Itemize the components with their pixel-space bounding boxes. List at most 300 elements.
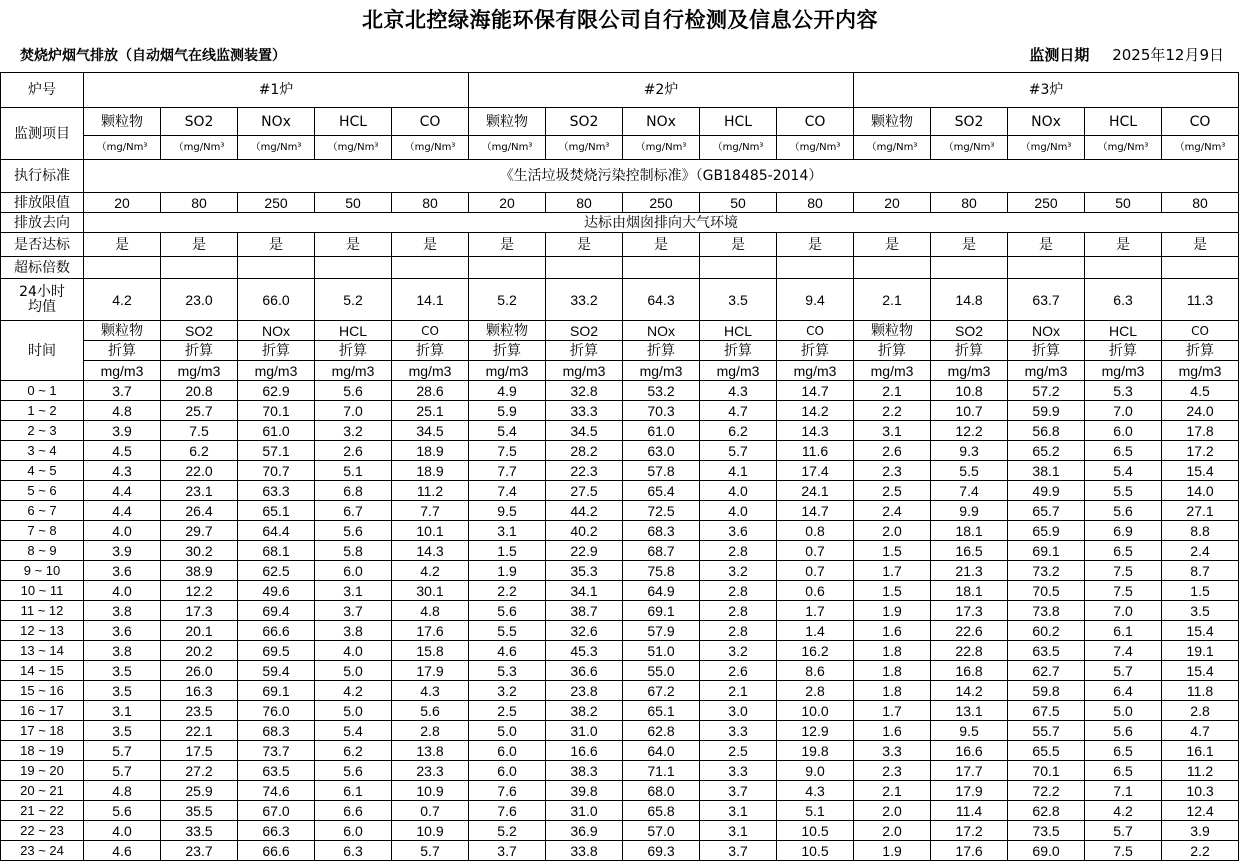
average-value: 23.0 [161,279,238,321]
item-unit: （mg/Nm³ [1085,136,1162,160]
exceed-value [1008,257,1085,279]
table-cell: 5.0 [1085,701,1162,721]
table-cell: 62.9 [238,381,315,401]
average-value: 11.3 [1162,279,1239,321]
table-cell: 17.3 [931,601,1008,621]
table-cell: 38.1 [1008,461,1085,481]
table-cell: 2.5 [700,741,777,761]
time-item-name: 颗粒物 [854,321,931,341]
average-value: 64.3 [623,279,700,321]
table-cell: 22.1 [161,721,238,741]
table-cell: 2.0 [854,801,931,821]
item-name: NOx [623,108,700,136]
average-value: 5.2 [469,279,546,321]
limit-label: 排放限值 [1,193,84,213]
table-cell: 61.0 [238,421,315,441]
table-cell: 12.2 [931,421,1008,441]
table-cell: 2.4 [1162,541,1239,561]
table-cell: 25.9 [161,781,238,801]
time-item-name: SO2 [161,321,238,341]
table-cell: 3.1 [315,581,392,601]
table-cell: 7.7 [392,501,469,521]
table-cell: 1.4 [777,621,854,641]
table-cell: 4.0 [84,521,161,541]
table-cell: 9.3 [931,441,1008,461]
compliant-value: 是 [84,233,161,257]
table-cell: 28.2 [546,441,623,461]
table-cell: 2.2 [469,581,546,601]
table-cell: 64.4 [238,521,315,541]
table-cell: 11.2 [1162,761,1239,781]
table-cell: 30.2 [161,541,238,561]
item-row [1,108,1239,136]
table-cell: 34.5 [546,421,623,441]
table-cell: 65.5 [1008,741,1085,761]
table-row [1,641,1239,661]
table-cell: 19.1 [1162,641,1239,661]
table-row [1,541,1239,561]
table-cell: 5.5 [1085,481,1162,501]
table-cell: 1.6 [854,721,931,741]
table-cell: 4.8 [84,401,161,421]
table-cell: 2.5 [854,481,931,501]
time-item-name: HCL [1085,321,1162,341]
table-cell: 3.2 [700,561,777,581]
table-cell: 13.1 [931,701,1008,721]
table-cell: 59.9 [1008,401,1085,421]
table-cell: 7.4 [931,481,1008,501]
table-cell: 14.7 [777,501,854,521]
compliant-value: 是 [1162,233,1239,257]
table-cell: 22.6 [931,621,1008,641]
table-cell: 4.3 [777,781,854,801]
table-cell: 23.8 [546,681,623,701]
table-cell: 64.0 [623,741,700,761]
table-cell: 65.4 [623,481,700,501]
hour-range: 12 ~ 13 [1,621,84,641]
table-cell: 73.7 [238,741,315,761]
time-unit: mg/m3 [1162,361,1239,381]
table-cell: 2.3 [854,761,931,781]
table-cell: 16.6 [931,741,1008,761]
table-cell: 74.6 [238,781,315,801]
table-cell: 17.3 [161,601,238,621]
time-convert: 折算 [392,341,469,361]
item-name: 颗粒物 [84,108,161,136]
date-value: 2025年12月9日 [1112,46,1224,64]
table-cell: 3.9 [84,541,161,561]
table-cell: 10.9 [392,821,469,841]
table-cell: 3.7 [315,601,392,621]
table-cell: 17.6 [931,841,1008,861]
table-cell: 7.5 [161,421,238,441]
exceed-value [623,257,700,279]
table-cell: 6.5 [1085,541,1162,561]
table-cell: 4.8 [392,601,469,621]
table-cell: 10.9 [392,781,469,801]
table-cell: 5.9 [469,401,546,421]
time-unit: mg/m3 [392,361,469,381]
table-row [1,621,1239,641]
table-cell: 0.6 [777,581,854,601]
table-cell: 35.3 [546,561,623,581]
table-cell: 5.4 [1085,461,1162,481]
exceed-value [854,257,931,279]
table-cell: 64.9 [623,581,700,601]
table-cell: 20.1 [161,621,238,641]
hour-range: 10 ~ 11 [1,581,84,601]
monitoring-date [1029,44,1224,65]
table-cell: 1.5 [469,541,546,561]
table-cell: 5.7 [700,441,777,461]
table-cell: 70.1 [238,401,315,421]
table-cell: 45.3 [546,641,623,661]
table-cell: 38.7 [546,601,623,621]
item-name: HCL [700,108,777,136]
table-cell: 17.2 [1162,441,1239,461]
time-unit: mg/m3 [931,361,1008,381]
table-cell: 2.8 [1162,701,1239,721]
table-cell: 12.4 [1162,801,1239,821]
table-cell: 5.8 [315,541,392,561]
table-cell: 3.2 [700,641,777,661]
table-cell: 1.9 [854,601,931,621]
destination-label: 排放去向 [1,213,84,233]
time-item-name: CO [1162,321,1239,341]
time-item-name: 颗粒物 [469,321,546,341]
table-cell: 2.2 [854,401,931,421]
table-cell: 20.2 [161,641,238,661]
table-cell: 5.6 [1085,501,1162,521]
table-cell: 68.3 [238,721,315,741]
table-cell: 67.0 [238,801,315,821]
table-cell: 5.0 [315,701,392,721]
hour-range: 3 ~ 4 [1,441,84,461]
time-convert: 折算 [84,341,161,361]
table-cell: 7.5 [1085,841,1162,861]
table-cell: 66.6 [238,841,315,861]
table-cell: 57.2 [1008,381,1085,401]
average-value: 33.2 [546,279,623,321]
average-value: 9.4 [777,279,854,321]
table-cell: 6.6 [315,801,392,821]
table-cell: 5.5 [469,621,546,641]
table-cell: 2.8 [700,621,777,641]
table-cell: 16.3 [161,681,238,701]
table-cell: 2.8 [392,721,469,741]
table-cell: 14.2 [931,681,1008,701]
table-cell: 14.3 [777,421,854,441]
table-cell: 8.6 [777,661,854,681]
time-unit: mg/m3 [854,361,931,381]
compliant-value: 是 [238,233,315,257]
table-cell: 6.1 [1085,621,1162,641]
table-cell: 6.0 [469,741,546,761]
table-row [1,561,1239,581]
compliant-value: 是 [546,233,623,257]
hour-range: 4 ~ 5 [1,461,84,481]
table-cell: 3.3 [700,761,777,781]
table-cell: 22.3 [546,461,623,481]
table-cell: 5.7 [1085,821,1162,841]
table-row [1,761,1239,781]
hour-range: 14 ~ 15 [1,661,84,681]
limit-value: 50 [315,193,392,213]
table-cell: 57.9 [623,621,700,641]
table-cell: 5.6 [469,601,546,621]
time-convert: 折算 [1162,341,1239,361]
average-value: 6.3 [1085,279,1162,321]
date-label: 监测日期 [1029,46,1090,64]
table-cell: 57.0 [623,821,700,841]
table-cell: 71.1 [623,761,700,781]
table-cell: 7.1 [1085,781,1162,801]
average-value: 66.0 [238,279,315,321]
table-cell: 7.0 [1085,401,1162,421]
table-cell: 6.8 [315,481,392,501]
table-cell: 14.7 [777,381,854,401]
table-cell: 2.6 [854,441,931,461]
hour-range: 7 ~ 8 [1,521,84,541]
table-cell: 3.1 [84,701,161,721]
table-cell: 68.1 [238,541,315,561]
time-convert: 折算 [700,341,777,361]
table-cell: 9.5 [469,501,546,521]
table-cell: 9.5 [931,721,1008,741]
table-cell: 3.0 [700,701,777,721]
table-cell: 10.3 [1162,781,1239,801]
table-cell: 9.0 [777,761,854,781]
time-convert: 折算 [854,341,931,361]
table-cell: 36.6 [546,661,623,681]
table-cell: 6.4 [1085,681,1162,701]
table-cell: 13.8 [392,741,469,761]
table-cell: 1.6 [854,621,931,641]
table-cell: 4.0 [84,581,161,601]
table-row [1,601,1239,621]
table-cell: 4.4 [84,481,161,501]
standard-row [1,160,1239,193]
table-cell: 70.1 [1008,761,1085,781]
table-cell: 67.2 [623,681,700,701]
table-cell: 5.2 [469,821,546,841]
table-cell: 6.0 [1085,421,1162,441]
table-cell: 2.8 [700,541,777,561]
table-cell: 5.7 [392,841,469,861]
limit-value: 250 [1008,193,1085,213]
table-cell: 23.7 [161,841,238,861]
item-unit: （mg/Nm³ [315,136,392,160]
table-cell: 23.3 [392,761,469,781]
table-cell: 11.2 [392,481,469,501]
table-row [1,481,1239,501]
table-cell: 62.8 [623,721,700,741]
table-cell: 7.5 [469,441,546,461]
table-cell: 3.8 [315,621,392,641]
average-value: 3.5 [700,279,777,321]
table-cell: 34.1 [546,581,623,601]
table-cell: 8.7 [1162,561,1239,581]
time-item-name: CO [392,321,469,341]
table-cell: 70.5 [1008,581,1085,601]
table-cell: 17.9 [392,661,469,681]
exceed-value [700,257,777,279]
item-unit: （mg/Nm³ [392,136,469,160]
table-cell: 69.1 [1008,541,1085,561]
table-row [1,421,1239,441]
table-cell: 5.3 [1085,381,1162,401]
time-convert: 折算 [546,341,623,361]
table-cell: 3.7 [700,841,777,861]
table-cell: 33.3 [546,401,623,421]
table-cell: 38.2 [546,701,623,721]
exceed-value [469,257,546,279]
table-cell: 4.0 [700,501,777,521]
item-unit: （mg/Nm³ [1008,136,1085,160]
compliant-value: 是 [931,233,1008,257]
time-item-name: SO2 [931,321,1008,341]
table-cell: 5.3 [469,661,546,681]
compliant-value: 是 [1008,233,1085,257]
time-convert: 折算 [469,341,546,361]
table-cell: 70.3 [623,401,700,421]
table-cell: 55.7 [1008,721,1085,741]
table-cell: 5.4 [469,421,546,441]
table-cell: 69.1 [238,681,315,701]
table-cell: 16.8 [931,661,1008,681]
table-cell: 17.6 [392,621,469,641]
table-cell: 14.3 [392,541,469,561]
item-name: 颗粒物 [854,108,931,136]
table-cell: 15.8 [392,641,469,661]
table-cell: 5.0 [315,661,392,681]
item-name: CO [777,108,854,136]
table-cell: 16.5 [931,541,1008,561]
exceed-value [1085,257,1162,279]
table-cell: 3.1 [469,521,546,541]
item-name: CO [392,108,469,136]
hour-range: 17 ~ 18 [1,721,84,741]
table-cell: 53.2 [623,381,700,401]
table-cell: 11.6 [777,441,854,461]
table-cell: 32.8 [546,381,623,401]
unit-row [1,136,1239,160]
table-cell: 17.5 [161,741,238,761]
time-convert: 折算 [161,341,238,361]
table-cell: 2.1 [854,781,931,801]
limit-value: 50 [1085,193,1162,213]
table-cell: 7.5 [1085,561,1162,581]
hour-range: 9 ~ 10 [1,561,84,581]
table-cell: 73.8 [1008,601,1085,621]
table-cell: 10.5 [777,821,854,841]
table-cell: 69.1 [623,601,700,621]
hour-range: 23 ~ 24 [1,841,84,861]
table-cell: 15.4 [1162,621,1239,641]
table-cell: 6.3 [315,841,392,861]
table-cell: 6.0 [315,561,392,581]
table-cell: 3.2 [315,421,392,441]
table-cell: 1.8 [854,681,931,701]
table-cell: 4.6 [84,841,161,861]
table-cell: 7.5 [1085,581,1162,601]
table-cell: 35.5 [161,801,238,821]
table-cell: 1.5 [854,541,931,561]
compliant-value: 是 [777,233,854,257]
time-unit: mg/m3 [238,361,315,381]
table-cell: 10.0 [777,701,854,721]
table-cell: 3.8 [84,601,161,621]
time-unit: mg/m3 [84,361,161,381]
item-name: NOx [1008,108,1085,136]
item-unit: （mg/Nm³ [931,136,1008,160]
table-cell: 38.9 [161,561,238,581]
time-unit: mg/m3 [777,361,854,381]
table-cell: 6.2 [700,421,777,441]
table-cell: 17.7 [931,761,1008,781]
limit-value: 20 [469,193,546,213]
table-cell: 24.1 [777,481,854,501]
table-cell: 65.2 [1008,441,1085,461]
table-row [1,841,1239,861]
time-convert: 折算 [623,341,700,361]
table-cell: 14.2 [777,401,854,421]
table-cell: 22.9 [546,541,623,561]
exceed-value [931,257,1008,279]
table-cell: 1.7 [854,561,931,581]
exceed-value [238,257,315,279]
furnace-header: #2炉 [469,73,854,108]
table-cell: 2.1 [854,381,931,401]
table-cell: 4.0 [700,481,777,501]
item-unit: （mg/Nm³ [700,136,777,160]
table-row [1,801,1239,821]
table-cell: 3.6 [700,521,777,541]
table-cell: 21.3 [931,561,1008,581]
item-name: CO [1162,108,1239,136]
compliant-value: 是 [469,233,546,257]
table-cell: 1.5 [854,581,931,601]
table-cell: 11.4 [931,801,1008,821]
table-cell: 5.5 [931,461,1008,481]
table-cell: 4.6 [469,641,546,661]
table-cell: 4.2 [315,681,392,701]
table-cell: 69.5 [238,641,315,661]
table-cell: 5.6 [84,801,161,821]
table-cell: 39.8 [546,781,623,801]
table-cell: 67.5 [1008,701,1085,721]
item-unit: （mg/Nm³ [623,136,700,160]
time-unit: mg/m3 [1008,361,1085,381]
table-row [1,581,1239,601]
item-name: NOx [238,108,315,136]
table-cell: 63.5 [238,761,315,781]
table-cell: 4.5 [1162,381,1239,401]
table-cell: 27.5 [546,481,623,501]
table-cell: 16.6 [546,741,623,761]
hour-range: 16 ~ 17 [1,701,84,721]
limit-value: 80 [161,193,238,213]
table-cell: 62.5 [238,561,315,581]
table-cell: 73.2 [1008,561,1085,581]
table-cell: 69.3 [623,841,700,861]
table-row [1,441,1239,461]
table-cell: 10.5 [777,841,854,861]
table-cell: 49.9 [1008,481,1085,501]
table-cell: 3.3 [700,721,777,741]
table-cell: 14.0 [1162,481,1239,501]
table-cell: 9.9 [931,501,1008,521]
